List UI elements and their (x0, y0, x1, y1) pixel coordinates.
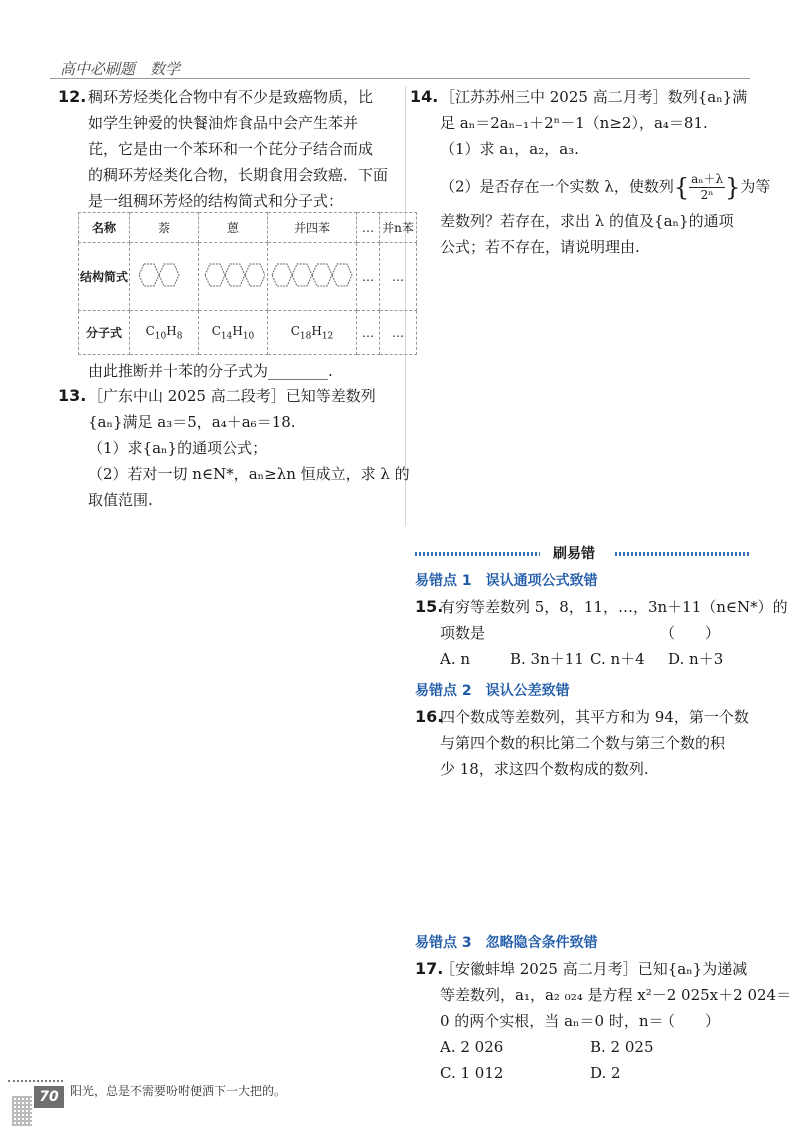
q13-line-1: ［广东中山 2025 高二段考］已知等差数列 (88, 387, 376, 405)
table-name-cell: 蒽 (199, 213, 268, 243)
q17-option-b: B. 2 025 (590, 1038, 654, 1056)
q14-line-2: 足 aₙ＝2aₙ₋₁＋2ⁿ－1（n≥2），a₄＝81. (440, 114, 708, 132)
error-point-2: 易错点 2 误认公差致错 (415, 683, 570, 699)
formula-ellipsis: … (357, 311, 380, 355)
q17-answer-bracket: （ ） (660, 1012, 721, 1030)
error-point-3: 易错点 3 忽略隐含条件致错 (415, 935, 598, 951)
table-name-cell: 萘 (130, 213, 199, 243)
q14-number: 14. (410, 87, 439, 106)
q15-line-2: 项数是 (440, 624, 486, 642)
formula-cell: $C_{10}H_8$ (130, 311, 199, 355)
q17-line-2: 等差数列，a₁，a₂ ₀₂₄ 是方程 x²－2 025x＋2 024＝ (440, 986, 792, 1004)
molecule-table-wrap (78, 212, 417, 355)
q17-line-1: ［安徽蚌埠 2025 高二月考］已知{aₙ}为递减 (440, 960, 748, 978)
q13-line-3: （1）求{aₙ}的通项公式； (88, 439, 268, 457)
q16-number: 16. (415, 707, 444, 726)
table-label-name: 名称 (79, 213, 130, 243)
naphthalene-structure (130, 243, 199, 311)
q15-option-c: C. n＋4 (590, 650, 645, 668)
q14-line-5: 差数列？若存在，求出 λ 的值及{aₙ}的通项 (440, 212, 734, 230)
q17-option-d: D. 2 (590, 1064, 621, 1082)
q12-line-3: 芘，它是由一个苯环和一个芘分子结合而成 (88, 140, 374, 158)
q16-line-1: 四个数成等差数列，其平方和为 94，第一个数 (440, 708, 749, 726)
q14-line-3: （1）求 a₁，a₂，a₃. (440, 140, 579, 158)
structure-ellipsis: … (380, 243, 417, 311)
section-dots-right (615, 552, 750, 556)
naphthalene-icon (134, 262, 194, 288)
q13-line-4: （2）若对一切 n∈N*，aₙ≥λn 恒成立，求 λ 的 (88, 465, 410, 483)
anthracene-icon (201, 262, 265, 288)
q17-line-3: 0 的两个实根，当 aₙ＝0 时，n＝ (440, 1012, 664, 1030)
table-name-cell: 并n苯 (380, 213, 417, 243)
section-dots-left (415, 552, 540, 556)
q12-line-2: 如学生钟爱的快餐油炸食品中会产生苯并 (88, 114, 359, 132)
formula-cell: $C_{14}H_{10}$ (199, 311, 268, 355)
section-title: 刷易错 (553, 546, 595, 562)
table-name-cell: … (357, 213, 380, 243)
q15-option-a: A. n (440, 650, 471, 668)
q14-line-4: （2）是否存在一个实数 λ，使数列{ $\frac{\text{aₙ＋λ}}{\text{2ⁿ}}$ }为等 (440, 172, 771, 202)
q15-answer-bracket: （ ） (660, 624, 721, 642)
anthracene-structure (199, 243, 268, 311)
q14-line-1: ［江苏苏州三中 2025 高二月考］数列{aₙ}满 (440, 88, 748, 106)
tetracene-icon (270, 262, 354, 288)
running-header: 高中必刷题 数学 (60, 60, 181, 78)
formula-cell: $C_{18}H_{12}$ (268, 311, 357, 355)
q14-line-6: 公式；若不存在，请说明理由. (440, 238, 640, 256)
q15-option-d: D. n＋3 (668, 650, 724, 668)
q15-line-1: 有穷等差数列 5，8，11，…，3n＋11（n∈N*）的 (440, 598, 788, 616)
table-label-structure: 结构简式 (79, 243, 130, 311)
q13-line-5: 取值范围. (88, 491, 153, 509)
q12-line-1: 稠环芳烃类化合物中有不少是致癌物质，比 (88, 88, 374, 106)
q15-option-b: B. 3n＋11 (510, 650, 584, 668)
q14-fraction: $\frac{\text{aₙ＋λ}}{\text{2ⁿ}}$ (691, 172, 724, 202)
page-number: 70 (34, 1086, 64, 1108)
footer-motto: 阳光，总是不需要吩咐便洒下一大把的。 (70, 1084, 287, 1098)
q12-tail: 由此推断并十苯的分子式为________. (88, 362, 333, 380)
table-label-formula: 分子式 (79, 311, 130, 355)
q17-option-c: C. 1 012 (440, 1064, 504, 1082)
error-point-1: 易错点 1 误认通项公式致错 (415, 573, 598, 589)
q13-number: 13. (58, 386, 87, 405)
q12-line-5: 是一组稠环芳烃的结构简式和分子式： (88, 192, 344, 210)
footer-dots (8, 1080, 63, 1082)
q13-line-2: {aₙ}满足 a₃＝5，a₄＋a₆＝18. (88, 413, 296, 431)
q17-option-a: A. 2 026 (440, 1038, 504, 1056)
q12-number: 12. (58, 87, 87, 106)
q16-line-3: 少 18，求这四个数构成的数列. (440, 760, 649, 778)
structure-ellipsis: … (357, 243, 380, 311)
header-rule (50, 78, 750, 79)
q17-number: 17. (415, 959, 444, 978)
formula-ellipsis: … (380, 311, 417, 355)
section-header (415, 543, 750, 563)
q15-number: 15. (415, 597, 444, 616)
molecule-table (78, 212, 417, 355)
footer-pattern (12, 1096, 32, 1126)
tetracene-structure (268, 243, 357, 311)
q16-line-2: 与第四个数的积比第二个数与第三个数的积 (440, 734, 726, 752)
table-name-cell: 并四苯 (268, 213, 357, 243)
q12-line-4: 的稠环芳烃类化合物，长期食用会致癌．下面 (88, 166, 389, 184)
